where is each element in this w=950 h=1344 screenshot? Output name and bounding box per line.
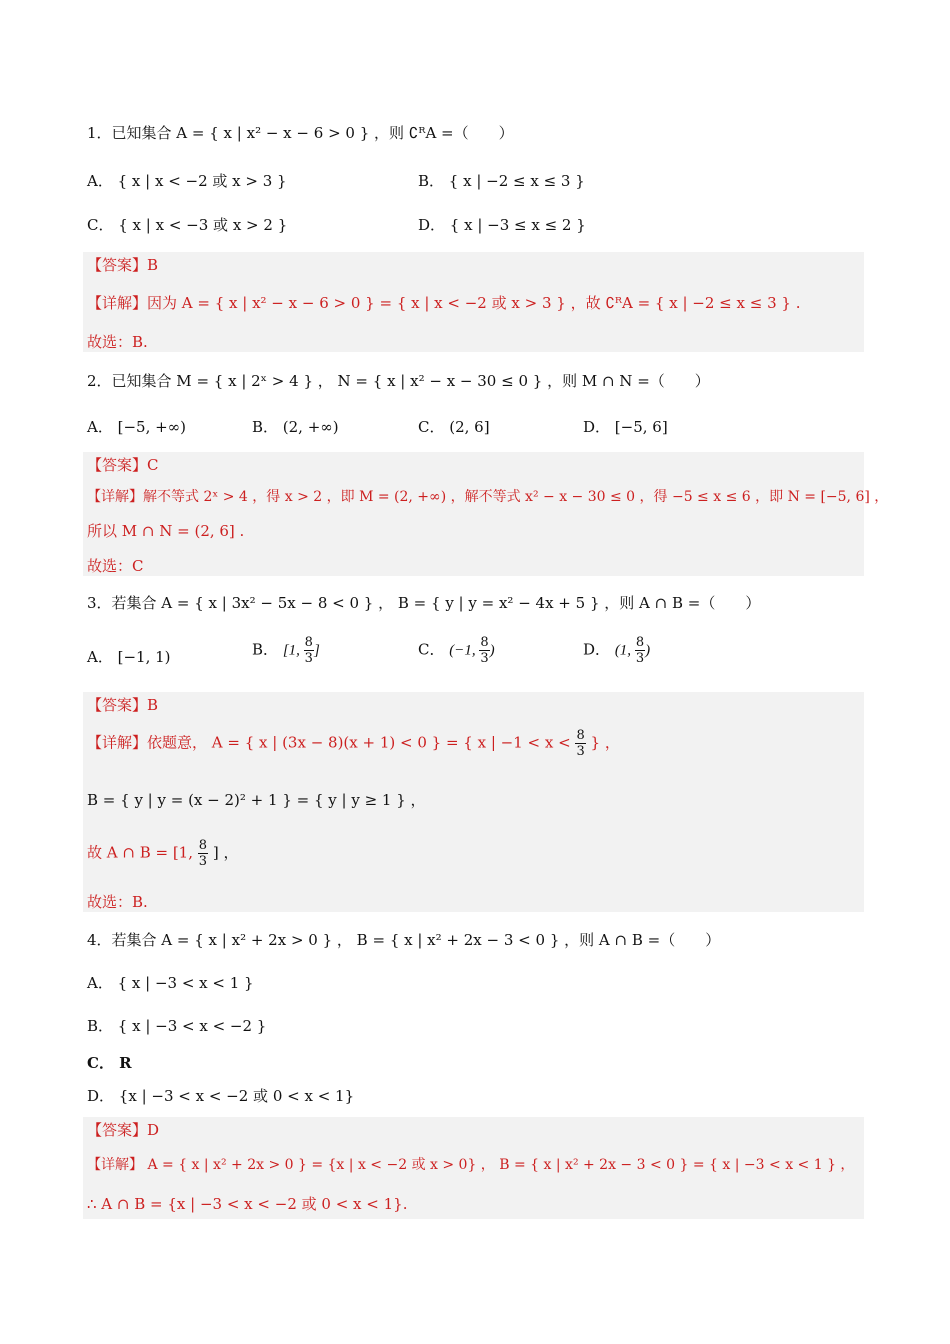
q4-answer: 【答案】D bbox=[87, 1121, 160, 1139]
q4-option-c[interactable]: C． R bbox=[87, 1054, 132, 1072]
q3-option-d-close: ) bbox=[645, 642, 651, 659]
q1-detail-text: 【详解】因为 A = { x | x² − x − 6 > 0 } = { x | x < −2 或 x > 3 } ，故 ∁ᴿA = { x | −2 ≤ x ≤ 3 } . bbox=[87, 294, 801, 312]
q2-answer: 【答案】C bbox=[87, 456, 159, 474]
q3-line3-head: 故 A ∩ B = [1, bbox=[87, 843, 193, 862]
q1-option-d[interactable]: D． { x | −3 ≤ x ≤ 2 } bbox=[418, 216, 586, 234]
q3-option-b-num: 8 bbox=[304, 635, 313, 650]
q3-stem: 3．若集合 A = { x | 3x² − 5x − 8 < 0 } ， B = { y | y = x² − 4x + 5 } ，则 A ∩ B =（ ） bbox=[87, 594, 761, 612]
q3-detail-num: 8 bbox=[576, 728, 585, 743]
q3-line3-num: 8 bbox=[198, 838, 208, 853]
q2-detail-line1: 【详解】解不等式 2ˣ > 4 ，得 x > 2 ，即 M = (2, +∞) ，解不等式 x² − x − 30 ≤ 0 ，得 −5 ≤ x ≤ 6 ，即 N = [−5, 6] ， bbox=[87, 489, 889, 505]
q2-option-c[interactable]: C． (2, 6] bbox=[418, 418, 490, 436]
q3-detail-line2: B = { y | y = (x − 2)² + 1 } = { y | y ≥ 1 } ， bbox=[87, 791, 426, 809]
q3-option-a[interactable]: A． [−1, 1) bbox=[87, 648, 171, 666]
q3-option-d-num: 8 bbox=[635, 635, 645, 650]
q1-option-b[interactable]: B． { x | −2 ≤ x ≤ 3 } bbox=[418, 172, 585, 190]
q2-detail-line2: 所以 M ∩ N = (2, 6] . bbox=[87, 522, 245, 540]
q3-detail-tail: } ， bbox=[590, 733, 620, 752]
q4-stem: 4．若集合 A = { x | x² + 2x > 0 } ， B = { x | x² + 2x − 3 < 0 } ，则 A ∩ B =（ ） bbox=[87, 931, 721, 949]
q1-answer: 【答案】B bbox=[87, 256, 159, 274]
q3-option-c-den: 3 bbox=[480, 651, 489, 666]
q3-option-c-lead: (−1, bbox=[449, 642, 480, 659]
q3-option-b-close: ] bbox=[313, 642, 320, 659]
q3-option-d-lead: (1, bbox=[614, 642, 635, 659]
q3-line3-den: 3 bbox=[198, 854, 208, 869]
q4-detail-line1: 【详解】 A = { x | x² + 2x > 0 } = {x | x < −2 或 x > 0} ， B = { x | x² + 2x − 3 < 0 } = { x | −3 < x < 1 } ， bbox=[87, 1157, 855, 1173]
q3-option-d-den: 3 bbox=[635, 651, 645, 666]
q3-line3-tail: ] ， bbox=[212, 843, 239, 862]
q2-option-a[interactable]: A． [−5, +∞) bbox=[87, 418, 187, 436]
q3-option-b-lead: [1, bbox=[282, 642, 304, 659]
q3-choice: 故选：B. bbox=[87, 893, 148, 911]
q3-option-d[interactable] bbox=[583, 635, 650, 666]
q4-option-d[interactable]: D． {x | −3 < x < −2 或 0 < x < 1} bbox=[87, 1087, 355, 1105]
q3-option-b-label: B． bbox=[252, 640, 279, 659]
q4-detail-line2: ∴ A ∩ B = {x | −3 < x < −2 或 0 < x < 1}. bbox=[87, 1195, 408, 1213]
q2-choice: 故选：C bbox=[87, 557, 144, 575]
q1-choice: 故选：B. bbox=[87, 333, 148, 351]
q3-option-c-num: 8 bbox=[480, 635, 489, 650]
q4-option-a[interactable]: A． { x | −3 < x < 1 } bbox=[87, 974, 254, 992]
q3-option-c-close: ) bbox=[489, 642, 495, 659]
q3-option-b-den: 3 bbox=[304, 651, 313, 666]
q2-option-d[interactable]: D． [−5, 6] bbox=[583, 418, 668, 436]
q3-option-d-label: D． bbox=[583, 640, 611, 659]
q3-option-c-label: C． bbox=[418, 640, 445, 659]
q4-option-b[interactable]: B． { x | −3 < x < −2 } bbox=[87, 1017, 267, 1035]
q2-answer-panel bbox=[83, 452, 864, 576]
q3-detail-den: 3 bbox=[576, 744, 585, 759]
q1-option-c[interactable]: C． { x | x < −3 或 x > 2 } bbox=[87, 216, 288, 234]
q1-stem: 1．已知集合 A = { x | x² − x − 6 > 0 } ，则 ∁ᴿA =（ ） bbox=[87, 124, 514, 142]
q3-option-b[interactable] bbox=[252, 635, 320, 666]
q1-option-a[interactable]: A． { x | x < −2 或 x > 3 } bbox=[87, 172, 287, 190]
q3-detail-line3 bbox=[87, 838, 238, 869]
q3-option-c[interactable] bbox=[418, 635, 495, 666]
q3-detail-line1 bbox=[87, 728, 620, 759]
q1-detail bbox=[87, 292, 800, 314]
q3-detail-head: 【详解】依题意， A = { x | (3x − 8)(x + 1) < 0 } = { x | −1 < x < bbox=[87, 733, 571, 752]
q2-option-b[interactable]: B． (2, +∞) bbox=[252, 418, 339, 436]
q2-stem: 2．已知集合 M = { x | 2ˣ > 4 } ， N = { x | x² − x − 30 ≤ 0 } ，则 M ∩ N =（ ） bbox=[87, 372, 710, 390]
q3-answer: 【答案】B bbox=[87, 696, 159, 714]
